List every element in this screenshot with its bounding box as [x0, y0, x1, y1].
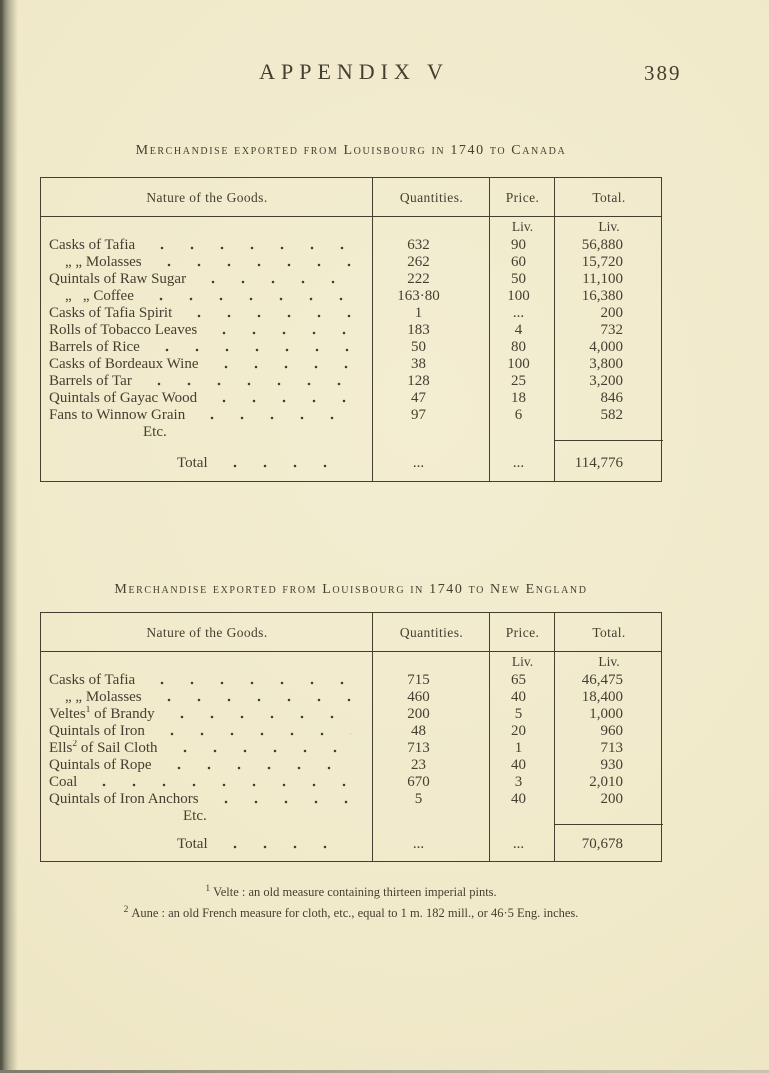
price-cell: 65: [511, 672, 526, 688]
table-etc-row: [41, 424, 661, 440]
quantity-cell: 48: [411, 723, 426, 739]
total-cell: 16,380: [581, 288, 623, 304]
header-rule: [41, 216, 661, 217]
total-label: Total: [177, 835, 208, 852]
table-row: [41, 288, 661, 305]
goods-name: Veltes$^1$ of Brandy: [49, 706, 155, 722]
quantity-cell: 460: [407, 689, 430, 705]
total-cell: 582: [600, 407, 623, 423]
grand-total-cell: 114,776: [555, 440, 663, 486]
dot-leader: [209, 398, 351, 404]
dot-leader: [144, 381, 351, 387]
total-label: Total: [177, 454, 208, 471]
price-cell: 90: [511, 237, 526, 253]
price-cell: 3: [514, 774, 523, 790]
goods-name: Quintals of Rope: [49, 757, 152, 773]
goods-name: Quintals of Iron Anchors: [49, 791, 199, 807]
footnote-velte: $^1$ Velte : an old measure containing thirteen imperial pints.: [205, 884, 497, 900]
goods-name-cell: [41, 322, 373, 339]
price-cell: 80: [511, 339, 526, 355]
price-cell: 40: [511, 791, 526, 807]
table-row: [41, 689, 661, 706]
price-cell: 18: [511, 390, 526, 406]
table-row: [41, 757, 661, 774]
total-cell: 930: [600, 757, 623, 773]
dot-leader: [220, 463, 341, 469]
goods-name: Casks of Tafia Spirit: [49, 305, 173, 321]
table-row: [41, 271, 661, 288]
quantity-cell: 38: [411, 356, 426, 372]
price-cell: ...: [512, 835, 525, 852]
column-header-quantities: Quantities.: [399, 624, 464, 640]
table-exports-new-england: [40, 612, 662, 862]
page-gutter-shadow: [0, 0, 22, 1073]
goods-name-cell: [41, 254, 373, 271]
footnote-marker: 1: [205, 884, 211, 894]
price-unit-label: Liv.: [511, 654, 534, 669]
total-cell: 713: [600, 740, 623, 756]
quantity-cell: 632: [407, 237, 430, 253]
footnote-marker: 2: [123, 905, 129, 916]
total-unit-label: Liv.: [598, 654, 620, 669]
goods-name-cell: [41, 791, 373, 808]
column-header-goods: Nature of the Goods.: [146, 189, 268, 205]
price-cell: ...: [512, 454, 525, 471]
dot-leader: [152, 347, 351, 353]
price-cell: 6: [514, 407, 523, 423]
column-header-price: Price.: [505, 189, 540, 205]
goods-name: Coal: [49, 774, 78, 790]
price-cell: 60: [511, 254, 526, 270]
table-body: [41, 672, 661, 864]
table-row: [41, 740, 661, 757]
goods-name-cell: [41, 390, 373, 407]
quantity-cell: 262: [407, 254, 430, 270]
table-row: [41, 339, 661, 356]
quantity-cell: 5: [414, 791, 423, 807]
unit-row: [41, 652, 661, 672]
total-cell: 3,200: [589, 373, 623, 389]
quantity-cell: ...: [412, 835, 425, 852]
goods-name: Fans to Winnow Grain: [49, 407, 186, 423]
goods-name: Casks of Tafia: [49, 237, 136, 253]
page-number: 389: [644, 61, 682, 85]
goods-name-cell: [41, 373, 373, 390]
table-row: [41, 706, 661, 723]
goods-name: „ „ Coffee: [65, 288, 134, 304]
dot-leader: [146, 296, 351, 302]
goods-name: „ „ Molasses: [65, 254, 142, 270]
goods-name-cell: [41, 271, 373, 288]
table-row: [41, 322, 661, 339]
quantity-cell: 47: [411, 390, 426, 406]
dot-leader: [167, 714, 351, 720]
total-cell: 46,475: [581, 672, 623, 688]
table-row: [41, 356, 661, 373]
table-row: [41, 305, 661, 322]
column-divider: [554, 178, 555, 481]
total-cell: 15,720: [581, 254, 623, 270]
price-cell: ...: [512, 305, 525, 321]
goods-name: Quintals of Gayac Wood: [49, 390, 198, 406]
total-cell: 56,880: [581, 237, 623, 253]
column-header-total: Total.: [592, 624, 626, 640]
goods-name-cell: [41, 740, 373, 757]
goods-name: Quintals of Raw Sugar: [49, 271, 187, 287]
goods-name-cell: [41, 288, 373, 305]
price-cell: 4: [514, 322, 523, 338]
price-cell: 40: [511, 689, 526, 705]
dot-leader: [211, 364, 351, 370]
table-exports-canada: [40, 177, 662, 482]
goods-name: Ells$^2$ of Sail Cloth: [49, 740, 158, 756]
dot-leader: [157, 731, 351, 737]
column-header-quantities: Quantities.: [399, 189, 464, 205]
column-divider: [372, 178, 373, 481]
goods-name-cell: [41, 339, 373, 356]
dot-leader: [154, 697, 351, 703]
table-row: [41, 373, 661, 390]
grand-total-cell: 70,678: [555, 824, 663, 864]
total-cell: 1,000: [589, 706, 623, 722]
table-total-row: [41, 440, 661, 486]
unit-row: [41, 217, 661, 237]
total-cell: 11,100: [582, 271, 623, 287]
goods-name: Casks of Bordeaux Wine: [49, 356, 199, 372]
dot-leader: [147, 680, 351, 686]
table-row: [41, 774, 661, 791]
etc-label: Etc.: [143, 424, 167, 440]
dot-leader: [211, 799, 351, 805]
table-total-row: [41, 824, 661, 864]
etc-label: Etc.: [183, 808, 207, 824]
quantity-cell: 183: [407, 322, 430, 338]
dot-leader: [170, 748, 351, 754]
goods-name-cell: [41, 706, 373, 723]
table-etc-row: [41, 808, 661, 824]
table-row: [41, 254, 661, 271]
table-row: [41, 723, 661, 740]
price-cell: 1: [514, 740, 523, 756]
table-header-row: [41, 178, 661, 217]
goods-name: Casks of Tafia: [49, 672, 136, 688]
price-cell: 20: [511, 723, 526, 739]
goods-name: Quintals of Iron: [49, 723, 145, 739]
price-cell: 50: [511, 271, 526, 287]
table-row: [41, 407, 661, 424]
quantity-cell: 713: [407, 740, 430, 756]
total-cell: 846: [600, 390, 623, 406]
total-cell: 732: [600, 322, 623, 338]
price-cell: 25: [511, 373, 526, 389]
footnote-aune: $^2$ Aune : an old French measure for cloth, etc., equal to 1 m. 182 mill., or 46·5 Eng. inches.: [123, 905, 579, 921]
table-row: [41, 390, 661, 407]
goods-name-cell: [41, 237, 373, 254]
goods-name-cell: [41, 757, 373, 774]
header-rule: [41, 651, 661, 652]
total-cell: 200: [600, 791, 623, 807]
column-divider: [489, 178, 490, 481]
table-caption-new-england: Merchandise exported from Louisbourg in 1740 to New England: [114, 582, 588, 597]
total-cell: 2,010: [589, 774, 623, 790]
total-cell: 3,800: [589, 356, 623, 372]
goods-name-cell: [41, 305, 373, 322]
table-caption-canada: Merchandise exported from Louisbourg in 1740 to Canada: [135, 143, 567, 158]
footnotes: [40, 880, 662, 922]
dot-leader: [209, 330, 351, 336]
dot-leader: [220, 844, 341, 850]
price-cell: 5: [514, 706, 523, 722]
goods-name-cell: [41, 356, 373, 373]
column-header-total: Total.: [592, 189, 626, 205]
quantity-cell: 222: [407, 271, 430, 287]
total-label-cell: [41, 836, 373, 853]
dot-leader: [154, 262, 351, 268]
quantity-cell: 23: [411, 757, 426, 773]
table-row: [41, 672, 661, 689]
column-header-goods: Nature of the Goods.: [146, 624, 268, 640]
goods-name-cell: [41, 774, 373, 791]
total-cell: 200: [600, 305, 623, 321]
total-cell: 18,400: [581, 689, 623, 705]
dot-leader: [89, 782, 351, 788]
goods-name-cell: [41, 672, 373, 689]
column-header-price: Price.: [505, 624, 540, 640]
quantity-cell: 50: [411, 339, 426, 355]
goods-name-cell: [41, 407, 373, 424]
goods-name: „ „ Molasses: [65, 689, 142, 705]
total-cell: 960: [600, 723, 623, 739]
price-cell: 100: [507, 288, 530, 304]
quantity-cell: 715: [407, 672, 430, 688]
table-body: [41, 237, 661, 486]
goods-name-cell: [41, 689, 373, 706]
page-title: APPENDIX V: [259, 59, 449, 84]
quantity-cell: 97: [411, 407, 426, 423]
total-unit-label: Liv.: [598, 219, 620, 234]
table-row: [41, 237, 661, 254]
price-cell: 100: [507, 356, 530, 372]
table-header-row: [41, 613, 661, 652]
quantity-cell: 128: [407, 373, 430, 389]
goods-name: Rolls of Tobacco Leaves: [49, 322, 198, 338]
price-unit-label: Liv.: [511, 219, 534, 234]
dot-leader: [197, 415, 351, 421]
table-row: [41, 791, 661, 808]
total-label-cell: [41, 455, 373, 472]
goods-name-cell: [41, 723, 373, 740]
price-cell: 40: [511, 757, 526, 773]
goods-name: Barrels of Tar: [49, 373, 132, 389]
dot-leader: [164, 765, 352, 771]
quantity-cell: 670: [407, 774, 430, 790]
quantity-cell: ...: [412, 454, 425, 471]
quantity-cell: 200: [407, 706, 430, 722]
quantity-cell: 163·80: [397, 288, 440, 304]
dot-leader: [147, 245, 351, 251]
goods-name: Barrels of Rice: [49, 339, 140, 355]
dot-leader: [198, 279, 351, 285]
total-cell: 4,000: [589, 339, 623, 355]
quantity-cell: 1: [414, 305, 423, 321]
dot-leader: [184, 313, 351, 319]
